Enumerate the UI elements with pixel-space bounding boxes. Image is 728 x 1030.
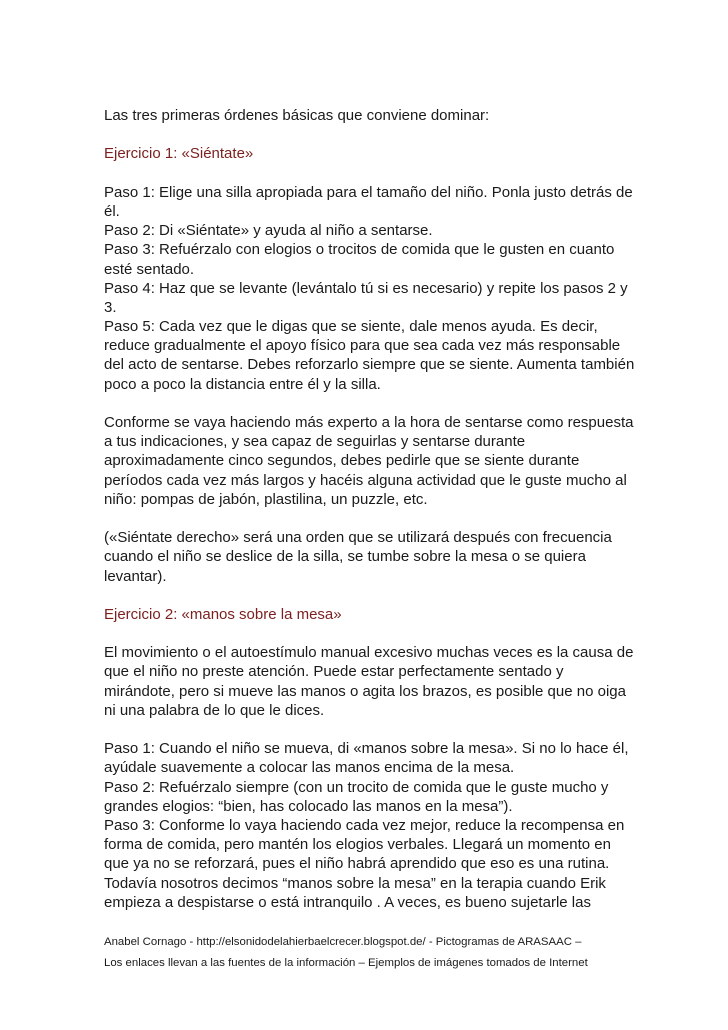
text-line: empieza a despistarse o está intranquilo . A veces, es bueno sujetarle las — [104, 893, 591, 911]
exercise1-steps — [104, 183, 635, 394]
text-line: esté sentado. — [104, 260, 195, 278]
text-line: Paso 4: Haz que se levante (levántalo tú si es necesario) y repite los pasos 2 y — [104, 279, 628, 297]
text-line: Paso 2: Refuérzalo siempre (con un trocito de comida que le guste mucho y — [104, 778, 609, 796]
text-line: que el niño no preste atención. Puede estar perfectamente sentado y — [104, 663, 564, 681]
text-line: aproximadamente cinco segundos, debes pedirle que se siente durante — [104, 452, 580, 470]
text-line: cuando el niño se deslice de la silla, se tumbe sobre la mesa o se quiera — [104, 548, 586, 566]
spacer — [104, 125, 628, 144]
spacer — [104, 586, 628, 605]
document-body — [104, 106, 635, 912]
text-line: Todavía nosotros decimos “manos sobre la mesa” en la terapia cuando Erik — [104, 874, 606, 892]
spacer — [104, 509, 628, 528]
text-line: Paso 3: Conforme lo vaya haciendo cada vez mejor, reduce la recompensa en — [104, 816, 625, 834]
text-line: grandes elogios: “bien, has colocado las manos en la mesa”). — [104, 797, 513, 815]
exercise1-note — [104, 528, 628, 586]
text-line: mirándote, pero si mueve las manos o agita los brazos, es posible que no oiga — [104, 682, 626, 700]
text-line: Conforme se vaya haciendo más experto a la hora de sentarse como respuesta — [104, 414, 634, 431]
text-line: 3. — [104, 298, 117, 316]
exercise1-heading: Ejercicio 1: «Siéntate» — [104, 145, 254, 163]
spacer — [104, 164, 628, 183]
text-line: reduce gradualmente el apoyo físico para que sea cada vez más responsable — [104, 337, 621, 355]
text-line: Paso 3: Refuérzalo con elogios o trocitos de comida que le gusten en cuanto — [104, 241, 615, 259]
spacer — [104, 720, 628, 739]
text-line: El movimiento o el autoestímulo manual excesivo muchas veces es la causa de — [104, 644, 634, 662]
exercise2-steps — [104, 739, 628, 912]
intro-text: Las tres primeras órdenes básicas que conviene dominar: — [104, 107, 490, 124]
text-line: niño: pompas de jabón, plastilina, un puzzle, etc. — [104, 490, 428, 508]
spacer — [104, 394, 628, 413]
text-line: Paso 5: Cada vez que le digas que se siente, dale menos ayuda. Es decir, — [104, 318, 598, 336]
page-footer — [104, 932, 628, 974]
text-line: Paso 2: Di «Siéntate» y ayuda al niño a sentarse. — [104, 222, 433, 240]
text-line: («Siéntate derecho» será una orden que se utilizará después con frecuencia — [104, 529, 612, 547]
text-line: poco a poco la distancia entre él y la silla. — [104, 375, 381, 393]
text-line: ayúdale suavemente a colocar las manos encima de la mesa. — [104, 759, 515, 777]
text-line: levantar). — [104, 567, 167, 585]
text-line: ni una palabra de lo que le dices. — [104, 701, 325, 719]
text-line: Paso 1: Elige una silla apropiada para el tamaño del niño. Ponla justo detrás de — [104, 183, 633, 201]
exercise2-heading: Ejercicio 2: «manos sobre la mesa» — [104, 605, 342, 623]
text-line: que ya no se reforzará, pues el niño habrá aprendido que eso es una rutina. — [104, 855, 610, 873]
text-line: del acto de sentarse. Debes reforzarlo siempre que se siente. Aumenta también — [104, 356, 635, 374]
footer-line: Los enlaces llevan a las fuentes de la información – Ejemplos de imágenes tomados de Internet — [104, 957, 588, 969]
text-line: él. — [104, 202, 120, 220]
footer-line: Anabel Cornago - http://elsonidodelahierbaelcrecer.blogspot.de/ - Pictogramas de ARASAAC – — [104, 936, 582, 948]
spacer — [104, 624, 628, 643]
text-line: forma de comida, pero mantén los elogios verbales. Llegará un momento en — [104, 836, 611, 854]
text-line: períodos cada vez más largos y hacéis alguna actividad que le guste mucho al — [104, 471, 627, 489]
exercise2-paragraph — [104, 643, 634, 720]
exercise1-paragraph — [104, 413, 634, 509]
text-line: a tus indicaciones, y sea capaz de seguirlas y sentarse durante — [104, 433, 526, 451]
text-line: Paso 1: Cuando el niño se mueva, di «manos sobre la mesa». Si no lo hace él, — [104, 740, 629, 758]
